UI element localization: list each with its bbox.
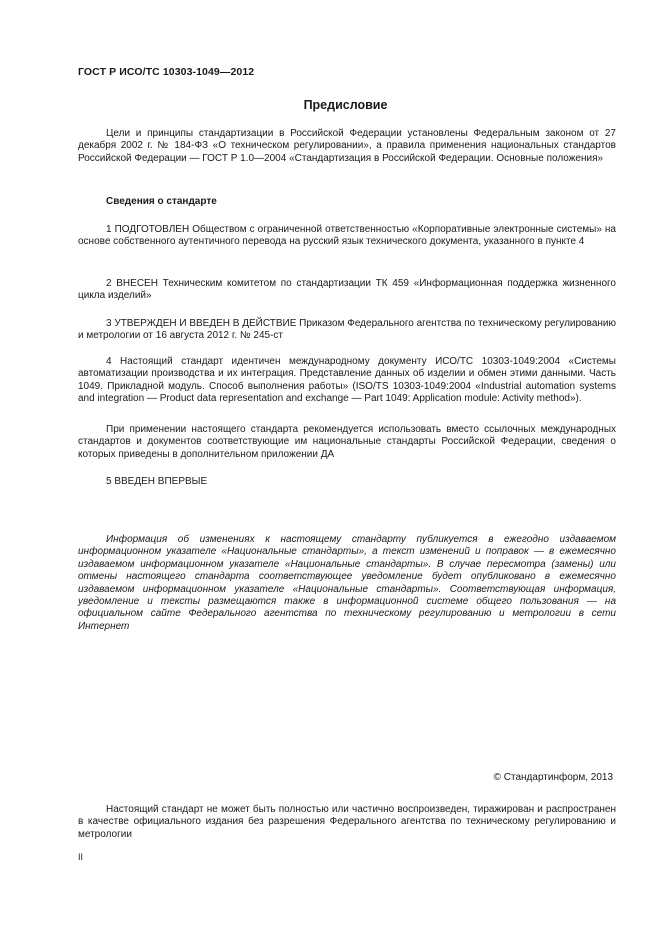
- item-1: 1 ПОДГОТОВЛЕН Обществом с ограниченной ответственностью «Корпоративные электронные системы» на основе собственного аутентичного перевода на русский язык технического документа, указанного в пункте 4: [78, 224, 616, 248]
- reproduction-notice: Настоящий стандарт не может быть полностью или частично воспроизведен, тиражирован и распространен в качестве официального издания без разрешения Федерального агентства по техническому регулированию и метрологии: [78, 804, 616, 840]
- section-heading: Сведения о стандарте: [106, 196, 217, 207]
- document-number: ГОСТ Р ИСО/ТС 10303-1049—2012: [78, 66, 255, 78]
- page-title: Предисловие: [303, 98, 388, 112]
- item-3: 3 УТВЕРЖДЕН И ВВЕДЕН В ДЕЙСТВИЕ Приказом Федерального агентства по техническому регулированию и метрологии от 16 августа 2012 г. № 245-ст: [78, 318, 616, 342]
- item-2: 2 ВНЕСЕН Техническим комитетом по стандартизации ТК 459 «Информационная поддержка жизненного цикла изделий»: [78, 278, 616, 302]
- intro-paragraph: Цели и принципы стандартизации в Российской Федерации установлены Федеральным законом от 27 декабря 2002 г. № 184-ФЗ «О техническом регулировании», а правила применения национальных стандартов Российской Федерации — ГОСТ Р 1.0—2004 «Стандартизация в Российской Федерации. Основные положения»: [78, 128, 616, 164]
- item-4: 4 Настоящий стандарт идентичен международному документу ИСО/ТС 10303-1049:2004 «Системы автоматизации производства и их интеграция. Представление данных об изделии и обмен этими данными. Часть 1049. Прикладной модуль. Способ выполнения работы» (ISO/TS 10303-1049:2004 «Industrial automation systems and integration — Product data representation and exchange — Part 1049: Application module: Activity method»).: [78, 356, 616, 405]
- page-number: II: [78, 852, 84, 862]
- copyright: © Стандартинформ, 2013: [493, 772, 613, 783]
- info-notice: Информация об изменениях к настоящему стандарту публикуется в ежегодно издаваемом информационном указателе «Национальные стандарты», а текст изменений и поправок — в ежемесячно издаваемом информационном указателе «Национальные стандарты». В случае пересмотра (замены) или отмены настоящего стандарта соответствующее уведомление будет опубликовано в ежемесячно издаваемом информационном указателе «Национальные стандарты». Соответствующая информация, уведомление и тексты размещаются также в информационной системе общего пользования — на официальном сайте Федерального агентства по техническому регулированию и метрологии в сети Интернет: [78, 534, 616, 632]
- item-4-note: При применении настоящего стандарта рекомендуется использовать вместо ссылочных международных стандартов и документов соответствующие им национальные стандарты Российской Федерации, сведения о которых приведены в дополнительном приложении ДА: [78, 424, 616, 460]
- item-5: 5 ВВЕДЕН ВПЕРВЫЕ: [106, 476, 208, 487]
